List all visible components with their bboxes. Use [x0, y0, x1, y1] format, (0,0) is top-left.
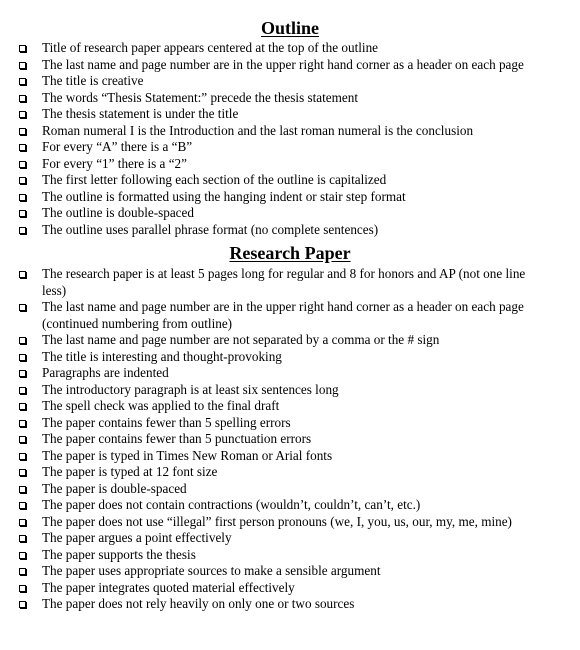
checklist-item-text: The outline uses parallel phrase format (no complete sentences): [42, 221, 379, 237]
checkbox-icon: [19, 111, 26, 118]
checklist-item: [42, 547, 552, 564]
checkbox-icon: [19, 62, 26, 69]
checklist-item: [42, 299, 552, 332]
checklist-item: [42, 139, 552, 156]
checkbox-icon: [19, 453, 26, 460]
checkbox-icon: [19, 552, 26, 559]
outline-checklist: [0, 40, 580, 238]
checklist-item: [42, 464, 552, 481]
checklist-item: [42, 514, 552, 531]
checklist-item-text: The spell check was applied to the final draft: [42, 398, 280, 413]
checklist-item-text: The title is creative: [42, 73, 144, 88]
checkbox-icon: [19, 227, 26, 234]
checklist-item-text: For every “1” there is a “2”: [42, 155, 187, 171]
checklist-item: [42, 530, 552, 547]
checkbox-icon: [19, 486, 26, 493]
checklist-item-text: The words “Thesis Statement:” precede the thesis statement: [42, 89, 359, 105]
checklist-item: [42, 57, 552, 74]
checklist-item-text: The thesis statement is under the title: [42, 106, 239, 121]
checkbox-icon: [19, 568, 26, 575]
checkbox-icon: [19, 502, 26, 509]
checkbox-icon: [19, 354, 26, 361]
checklist-item: [42, 156, 552, 173]
checkbox-icon: [19, 304, 26, 311]
checklist-item-text: Roman numeral I is the Introduction and the last roman numeral is the conclusion: [42, 122, 474, 138]
checklist-item: [42, 431, 552, 448]
checklist-item: [42, 266, 552, 299]
checklist-item-text: The paper supports the thesis: [42, 546, 196, 562]
checklist-item-text: Paragraphs are indented: [42, 365, 169, 380]
outline-heading: Outline: [260, 18, 319, 38]
checklist-item: [42, 580, 552, 597]
checklist-item-text: The paper uses appropriate sources to make a sensible argument: [42, 563, 381, 578]
checklist-item-text: The title is interesting and thought-provoking: [42, 348, 282, 364]
checkbox-icon: [19, 519, 26, 526]
checkbox-icon: [19, 387, 26, 394]
checklist-item-text: The introductory paragraph is at least six sentences long: [42, 381, 339, 397]
checklist-item-text: The outline is formatted using the hanging indent or stair step format: [42, 188, 406, 204]
checklist-item: [42, 596, 552, 613]
checkbox-icon: [19, 420, 26, 427]
checkbox-icon: [19, 144, 26, 151]
checkbox-icon: [19, 194, 26, 201]
checklist-item-text: The paper does not use “illegal” first person pronouns (we, I, you, us, our, my, me, mine): [42, 513, 512, 529]
checklist-item: [42, 398, 552, 415]
checklist-item: [42, 123, 552, 140]
checklist-item-text: The last name and page number are not separated by a comma or the # sign: [42, 332, 440, 347]
checklist-item-text: Title of research paper appears centered at the top of the outline: [42, 40, 379, 55]
checkbox-icon: [19, 436, 26, 443]
checklist-item: [42, 73, 552, 90]
checklist-item-text: The paper does not rely heavily on only one or two sources: [42, 596, 355, 611]
checklist-item: [42, 563, 552, 580]
checklist-item-text: The paper is typed at 12 font size: [42, 464, 218, 479]
checklist-item: [42, 497, 552, 514]
checkbox-icon: [19, 45, 26, 52]
checklist-item: [42, 172, 552, 189]
checkbox-icon: [19, 601, 26, 608]
checkbox-icon: [19, 535, 26, 542]
checkbox-icon: [19, 370, 26, 377]
checklist-item: [42, 382, 552, 399]
checkbox-icon: [19, 271, 26, 278]
checkbox-icon: [19, 585, 26, 592]
checklist-item-text: The last name and page number are in the upper right hand corner as a header on each page: [42, 56, 524, 72]
checkbox-icon: [19, 78, 26, 85]
checklist-item: [42, 205, 552, 222]
checkbox-icon: [19, 177, 26, 184]
checklist-item-text: The last name and page number are in the upper right hand corner as a header on each page (continued numbering from outline): [42, 299, 524, 331]
checklist-item-text: The paper contains fewer than 5 spelling errors: [42, 414, 291, 430]
checklist-item-text: The paper does not contain contractions (wouldn’t, couldn’t, can’t, etc.): [42, 497, 421, 512]
checkbox-icon: [19, 95, 26, 102]
checklist-item-text: The paper contains fewer than 5 punctuation errors: [42, 431, 312, 446]
checklist-item: [42, 365, 552, 382]
checklist-item: [42, 481, 552, 498]
checkbox-icon: [19, 210, 26, 217]
checklist-item-text: The paper argues a point effectively: [42, 530, 232, 545]
checklist-item: [42, 448, 552, 465]
checklist-item: [42, 189, 552, 206]
checklist-item-text: The outline is double-spaced: [42, 205, 194, 220]
checklist-item: [42, 332, 552, 349]
checklist-item-text: The research paper is at least 5 pages long for regular and 8 for honors and AP (not one line less): [42, 266, 526, 298]
checkbox-icon: [19, 128, 26, 135]
checklist-item-text: The first letter following each section of the outline is capitalized: [42, 172, 387, 187]
checkbox-icon: [19, 337, 26, 344]
checklist-item: [42, 415, 552, 432]
checkbox-icon: [19, 161, 26, 168]
checklist-item: [42, 40, 552, 57]
checkbox-icon: [19, 469, 26, 476]
checklist-item-text: For every “A” there is a “B”: [42, 139, 193, 154]
checklist-item-text: The paper is typed in Times New Roman or Arial fonts: [42, 447, 333, 463]
research-paper-checklist: [0, 266, 580, 613]
checkbox-icon: [19, 403, 26, 410]
checklist-item: [42, 349, 552, 366]
checklist-item-text: The paper is double-spaced: [42, 480, 187, 496]
checklist-item-text: The paper integrates quoted material effectively: [42, 579, 295, 595]
research-paper-heading: Research Paper: [229, 243, 351, 263]
checklist-item: [42, 90, 552, 107]
checklist-item: [42, 222, 552, 239]
checklist-item: [42, 106, 552, 123]
